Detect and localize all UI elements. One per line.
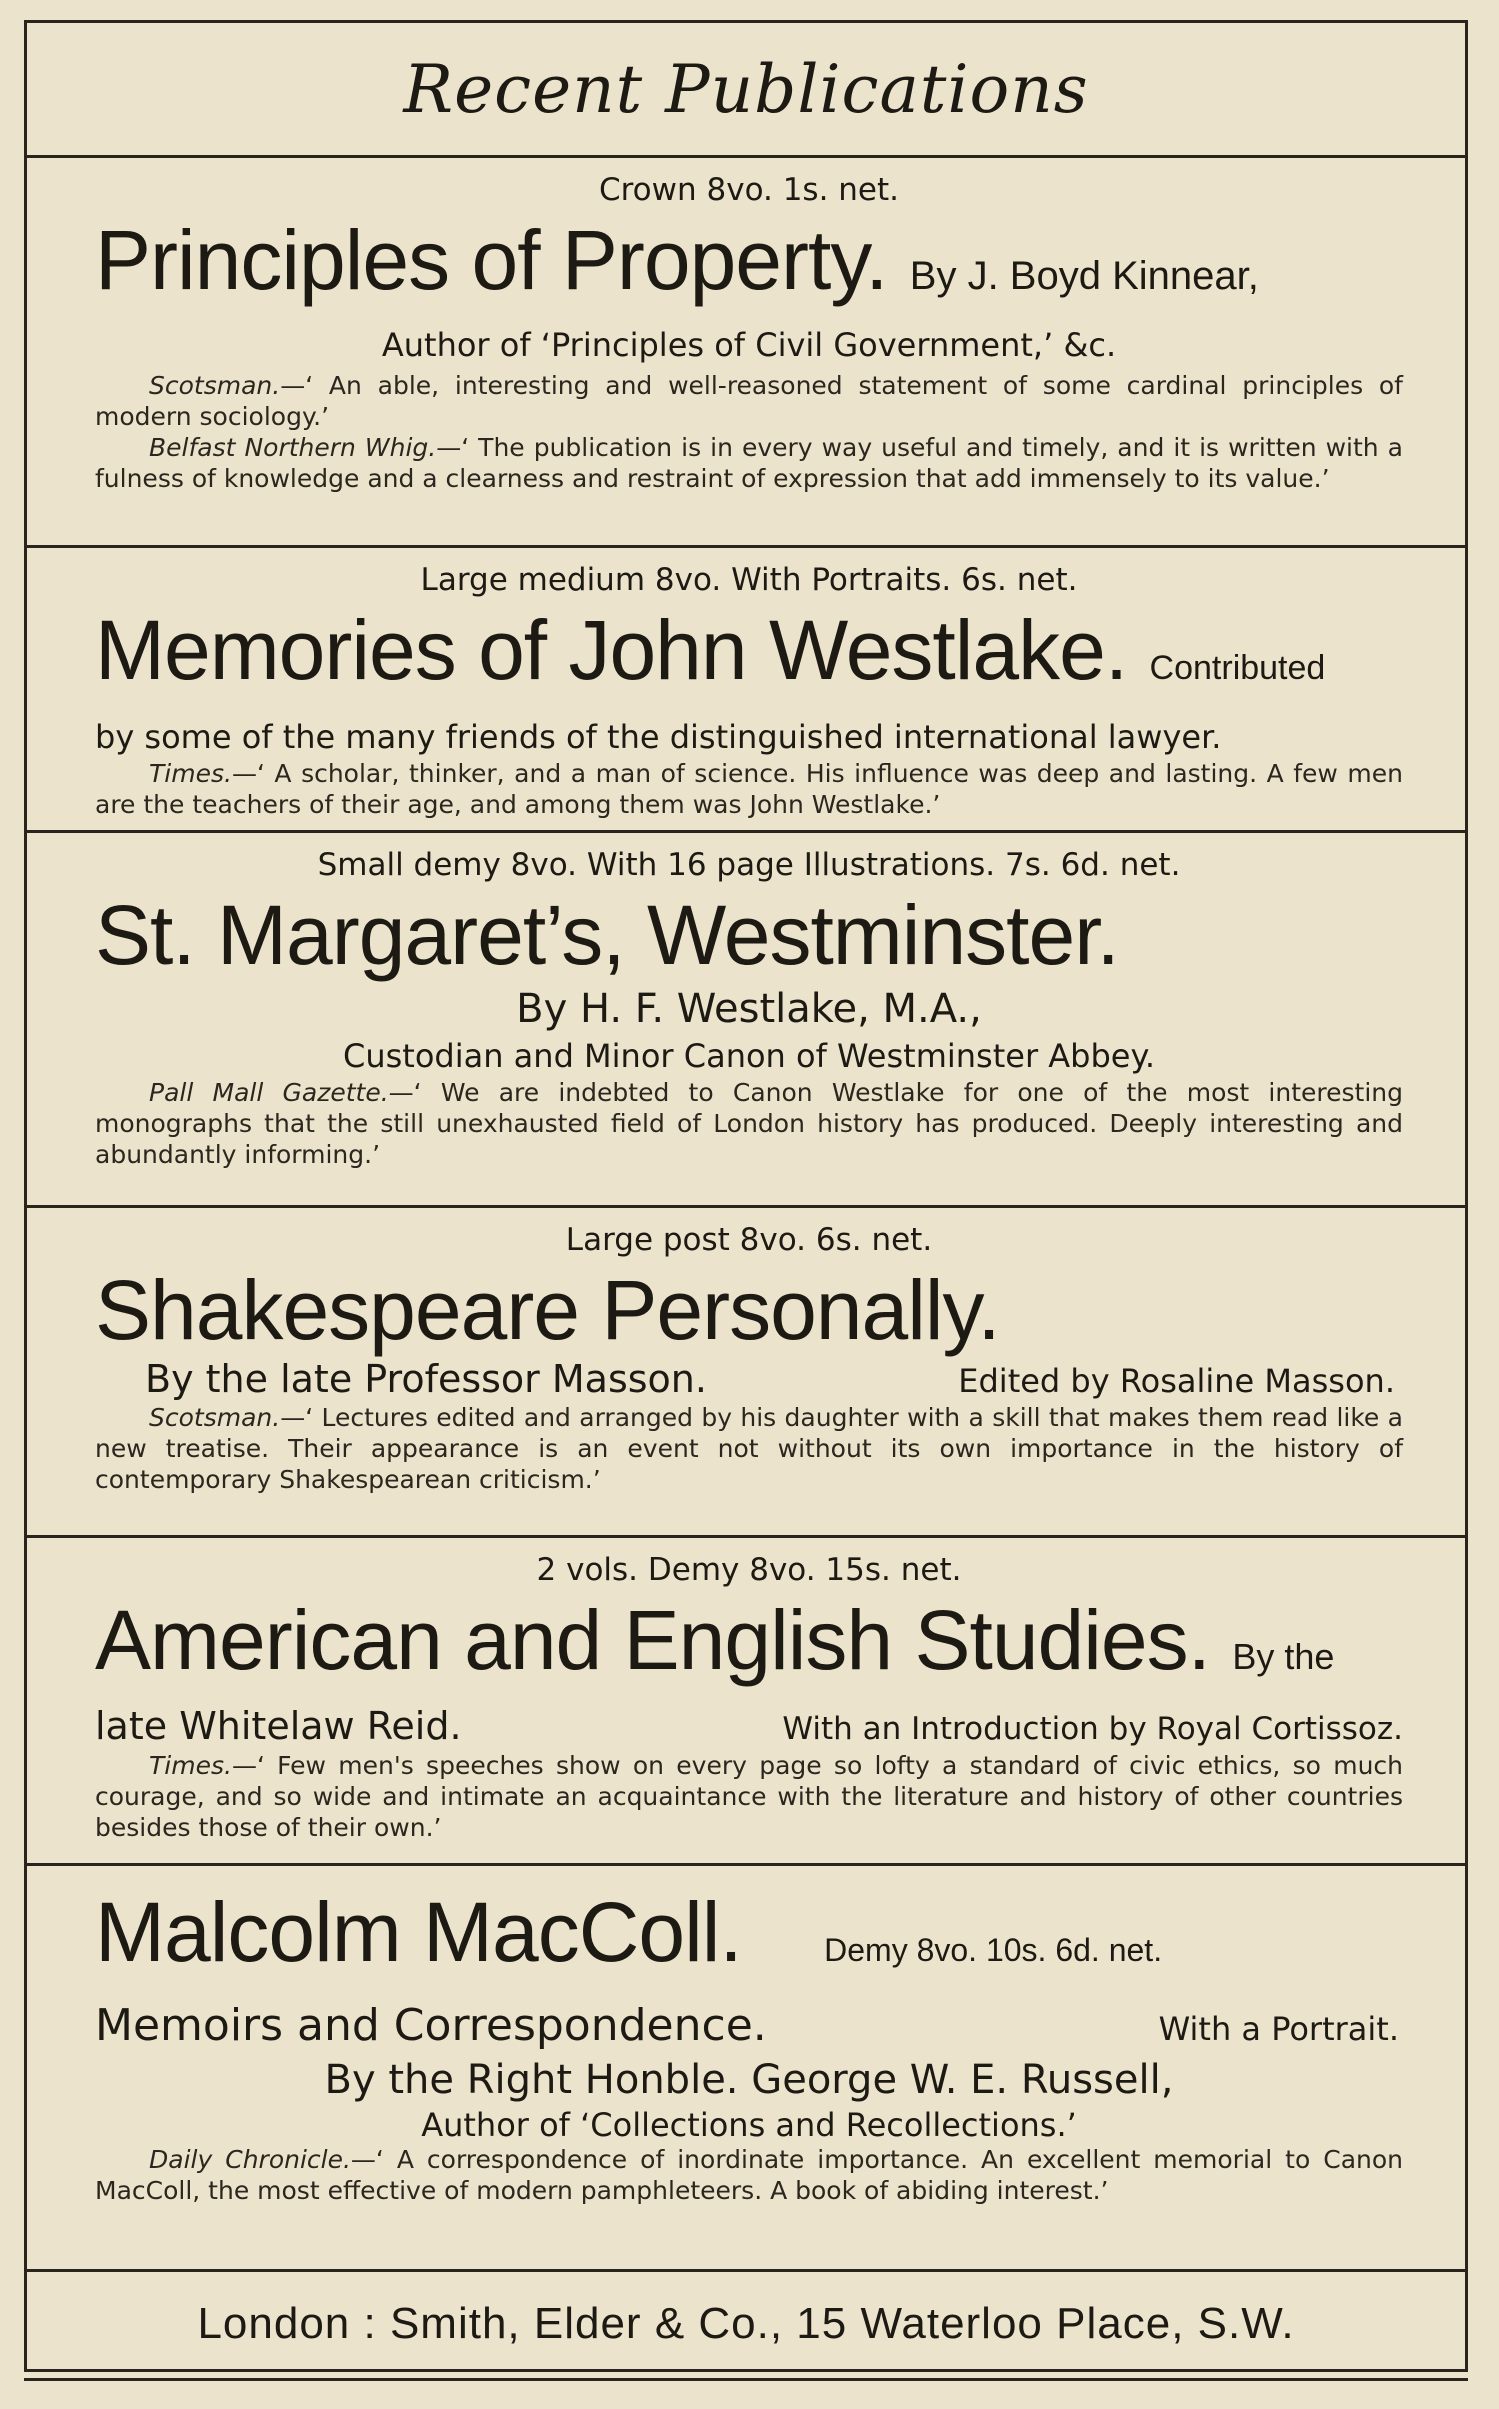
review-source: Scotsman.: [149, 1403, 281, 1432]
review-quote: [95, 370, 1403, 432]
book-title: [95, 602, 1403, 716]
book-title-text: Principles of Property.: [95, 213, 888, 307]
book-entry-st-margarets: [27, 833, 1465, 1208]
review-source: Daily Chronicle.: [149, 2145, 351, 2174]
book-title-text: Malcolm MacColl.: [95, 1885, 742, 1979]
advertisement-page: [24, 20, 1468, 2372]
author-credentials: Author of ‘Principles of Civil Government,’ &c.: [381, 326, 1117, 364]
review-source: Belfast Northern Whig.: [149, 433, 437, 462]
review-quote: [95, 432, 1403, 494]
review-text: —‘ An able, interesting and well-reasoned statement of some cardinal principles of modern sociology.’: [95, 371, 1403, 431]
review-source: Times.: [149, 759, 232, 788]
page-title: Recent Publications: [403, 50, 1089, 128]
book-entry-malcolm-maccoll: [27, 1866, 1465, 2272]
review-text: —‘ A scholar, thinker, and a man of science. His influence was deep and lasting. A few men are the teachers of their age, and among them was John Westlake.’: [95, 759, 1403, 819]
book-entry-john-westlake: [27, 548, 1465, 833]
subtitle-line: [95, 1998, 1403, 2054]
book-title: [95, 1866, 1403, 1998]
book-description: by some of the many friends of the distinguished international lawyer.: [95, 718, 1222, 756]
review-quote: [95, 1750, 1403, 1843]
review-text: —‘ Lectures edited and arranged by his daughter with a skill that makes them read like a new treatise. Their appearance is an event not without its own importance in the history of contemporary Shakespearean criticism.’: [95, 1403, 1403, 1494]
author-line: [95, 1705, 1403, 1750]
book-author: late Whitelaw Reid.: [95, 1704, 462, 1748]
book-title: St. Margaret’s, Westminster.: [95, 888, 1119, 982]
review-quote: [95, 1402, 1403, 1495]
book-introduction: With an Introduction by Royal Cortissoz.: [782, 1711, 1403, 1747]
book-title: [95, 212, 1403, 324]
bottom-rule: [24, 2378, 1468, 2381]
book-title: [95, 1592, 1403, 1705]
review-text: —‘ A correspondence of inordinate importance. An excellent memorial to Canon MacColl, the most effective of modern pamphleteers. A book of abiding interest.’: [95, 2145, 1403, 2205]
review-source: Pall Mall Gazette.: [149, 1078, 389, 1107]
book-editor: Edited by Rosaline Masson.: [958, 1362, 1395, 1400]
author-line: [95, 1358, 1403, 1402]
book-entry-american-english-studies: [27, 1538, 1465, 1866]
book-meta: Small demy 8vo. With 16 page Illustrations. 7s. 6d. net.: [317, 847, 1181, 883]
book-title-text: American and English Studies.: [95, 1593, 1210, 1687]
review-quote: [95, 2144, 1403, 2206]
book-title-tail: By the: [1232, 1636, 1335, 1677]
book-author: By the late Professor Masson.: [145, 1357, 707, 1401]
review-source: Times.: [149, 1751, 232, 1780]
book-meta: Large medium 8vo. With Portraits. 6s. net.: [420, 562, 1078, 598]
book-feature: With a Portrait.: [1158, 2010, 1399, 2048]
review-text: —‘ The publication is in every way useful and timely, and it is written with a fulness of knowledge and a clearness and restraint of expression that add immensely to its value.’: [95, 433, 1403, 493]
book-meta: Large post 8vo. 6s. net.: [565, 1222, 933, 1258]
book-meta: 2 vols. Demy 8vo. 15s. net.: [536, 1552, 962, 1588]
book-author: By H. F. Westlake, M.A.,: [516, 986, 982, 1032]
book-title-tail: Contributed: [1149, 649, 1326, 687]
author-credentials: Custodian and Minor Canon of Westminster Abbey.: [342, 1037, 1156, 1075]
publisher-footer: [27, 2272, 1465, 2376]
header: [27, 23, 1465, 158]
review-quote: [95, 758, 1403, 820]
book-meta: Demy 8vo. 10s. 6d. net.: [824, 1932, 1163, 1968]
book-title: Shakespeare Personally.: [95, 1263, 1000, 1357]
review-quote: [95, 1077, 1403, 1170]
review-text: —‘ Few men's speeches show on every page so lofty a standard of civic ethics, so much courage, and so wide and intimate an acquaintance with the literature and history of other countries besides those of their own.’: [95, 1751, 1403, 1842]
publisher-imprint: London : Smith, Elder & Co., 15 Waterloo Place, S.W.: [197, 2299, 1295, 2348]
book-author: By J. Boyd Kinnear,: [909, 254, 1259, 298]
author-credentials: Author of ‘Collections and Recollections.’: [421, 2106, 1077, 2144]
book-title-text: Memories of John Westlake.: [95, 603, 1128, 697]
book-entry-principles-of-property: [27, 158, 1465, 548]
book-author: By the Right Honble. George W. E. Russell,: [324, 2057, 1174, 2103]
book-meta: Crown 8vo. 1s. net.: [598, 172, 900, 208]
review-source: Scotsman.: [149, 371, 281, 400]
book-subtitle: Memoirs and Correspondence.: [95, 2000, 767, 2051]
book-entry-shakespeare-personally: [27, 1208, 1465, 1538]
review-text: —‘ We are indebted to Canon Westlake for one of the most interesting monographs that the still unexhausted field of London history has produced. Deeply interesting and abundantly informing.’: [95, 1078, 1403, 1169]
